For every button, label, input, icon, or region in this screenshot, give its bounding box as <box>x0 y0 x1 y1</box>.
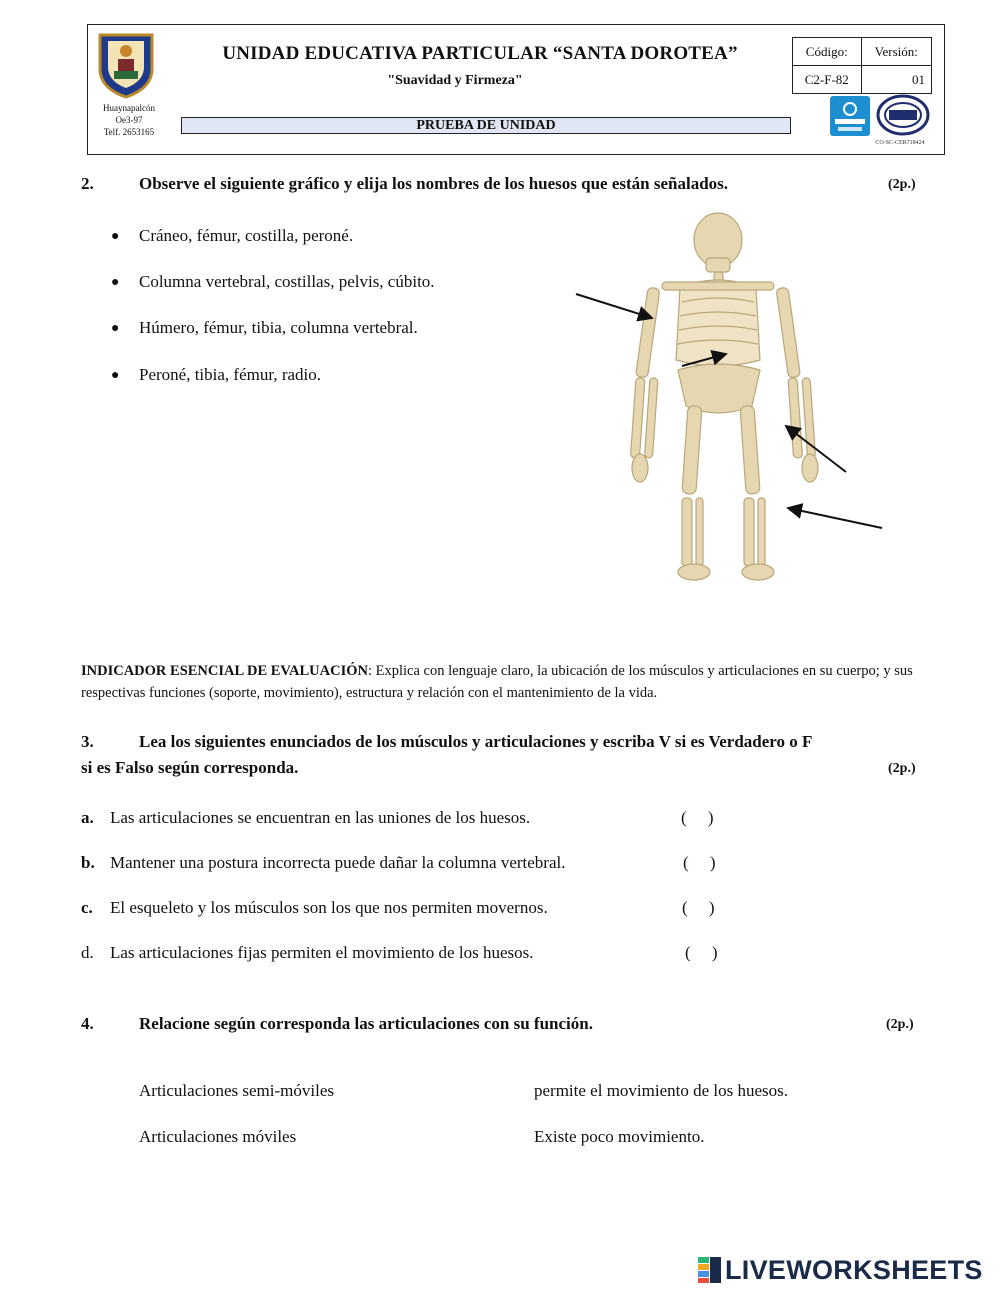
code-value: C2-F-82 <box>793 66 862 94</box>
liveworksheets-logo <box>698 1255 983 1285</box>
statement-text: Las articulaciones se encuentran en las uniones de los huesos. <box>110 808 531 827</box>
phone-line: Telf. 2653165 <box>103 127 155 137</box>
indicator-text: : Explica con lenguaje claro, la ubicación de los músculos y articulaciones en su cuerpo; y sus respectivas funciones (soporte, movimiento), estructura y relación con el mantenimiento de la vida. <box>81 663 913 701</box>
item-letter: b. <box>81 853 95 872</box>
bullet-icon: ● <box>111 368 120 383</box>
question-text: Relacione según corresponda las articulaciones con su función. <box>139 1014 593 1033</box>
answer-blank[interactable]: ( ) <box>681 808 714 827</box>
item-letter: c. <box>81 898 93 917</box>
evaluation-indicator <box>81 660 931 704</box>
liveworksheets-mark-icon <box>698 1257 722 1283</box>
question-number: 2. <box>81 174 94 193</box>
iqnet-logo-icon <box>876 94 930 136</box>
school-name: UNIDAD EDUCATIVA PARTICULAR “SANTA DOROTEA” <box>222 43 738 64</box>
iso-certification-logo-icon <box>829 95 871 137</box>
indicator-label: INDICADOR ESENCIAL DE EVALUACIÓN <box>81 663 368 679</box>
statement-text: Mantener una postura incorrecta puede dañar la columna vertebral. <box>110 853 566 872</box>
answer-option[interactable]: Cráneo, fémur, costilla, peroné. <box>139 226 354 245</box>
joint-type-item[interactable]: Articulaciones semi-móviles <box>139 1081 334 1100</box>
answer-blank[interactable]: ( ) <box>685 943 718 962</box>
address-line: Huaynapalcón <box>103 103 155 113</box>
school-crest-icon <box>96 31 156 99</box>
answer-option[interactable]: Peroné, tibia, fémur, radio. <box>139 365 322 384</box>
version-label: Versión: <box>861 38 932 66</box>
statement-text: Las articulaciones fijas permiten el movimiento de los huesos. <box>110 943 534 962</box>
question-text: Observe el siguiente gráfico y elija los nombres de los huesos que están señalados. <box>139 174 729 193</box>
code-label: Código: <box>793 38 862 66</box>
question-points: (2p.) <box>888 761 916 776</box>
joint-function-item[interactable]: permite el movimiento de los huesos. <box>534 1081 789 1100</box>
question-text-continued: si es Falso según corresponda. <box>81 758 299 777</box>
bullet-icon: ● <box>111 229 120 244</box>
item-letter: d. <box>81 943 94 962</box>
answer-blank[interactable]: ( ) <box>683 853 716 872</box>
question-number: 3. <box>81 732 94 751</box>
statement-text: El esqueleto y los músculos son los que nos permiten movernos. <box>110 898 548 917</box>
bullet-icon: ● <box>111 321 120 336</box>
question-points: (2p.) <box>888 177 916 192</box>
bullet-icon: ● <box>111 275 120 290</box>
answer-option[interactable]: Húmero, fémur, tibia, columna vertebral. <box>139 318 418 337</box>
joint-function-item[interactable]: Existe poco movimiento. <box>534 1127 705 1146</box>
skeleton-illustration <box>570 210 900 590</box>
certificate-code: CO-SC-CER718424 <box>875 140 925 146</box>
school-motto: "Suavidad y Firmeza" <box>387 73 523 88</box>
question-points: (2p.) <box>886 1017 914 1032</box>
answer-blank[interactable]: ( ) <box>682 898 715 917</box>
question-text: Lea los siguientes enunciados de los músculos y articulaciones y escriba V si es Verdadero o F <box>139 732 813 751</box>
joint-type-item[interactable]: Articulaciones móviles <box>139 1127 297 1146</box>
item-letter: a. <box>81 808 94 827</box>
brand-text: LIVEWORKSHEETS <box>725 1254 983 1285</box>
code-version-table <box>792 37 932 94</box>
question-number: 4. <box>81 1014 94 1033</box>
address-line: Oe3-97 <box>115 115 143 125</box>
test-title: PRUEBA DE UNIDAD <box>181 117 791 134</box>
answer-option[interactable]: Columna vertebral, costillas, pelvis, cúbito. <box>139 272 435 291</box>
version-value: 01 <box>861 66 932 94</box>
